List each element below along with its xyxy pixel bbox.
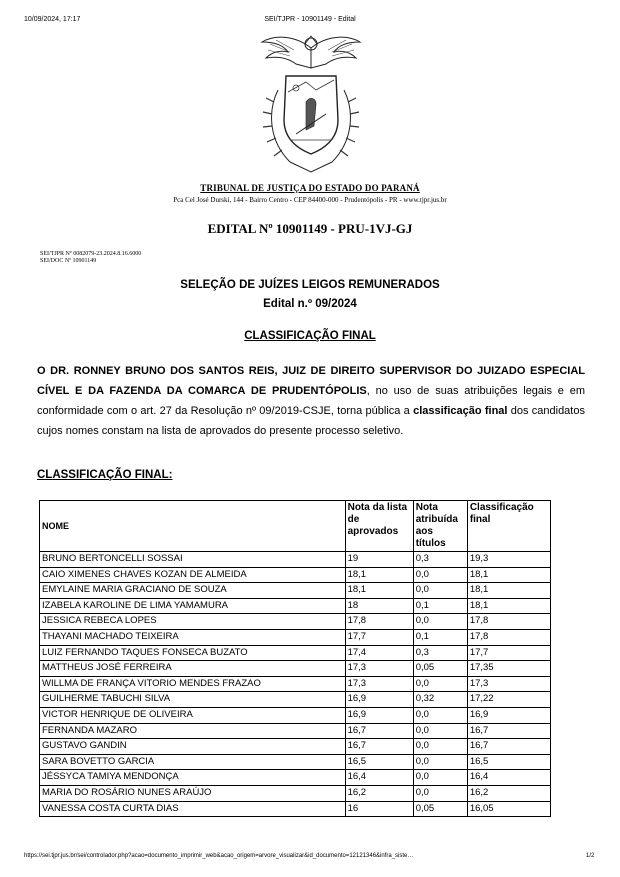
print-page-title: SEI/TJPR - 10901149 - Edital bbox=[264, 16, 356, 23]
para-emphasis: classificação final bbox=[413, 405, 508, 417]
cell-list-score: 16,2 bbox=[345, 785, 413, 801]
cell-name: CAIO XIMENES CHAVES KOZAN DE ALMEIDA bbox=[40, 567, 346, 583]
table-row bbox=[40, 801, 551, 817]
cell-name: MATTHEUS JOSÉ FERREIRA bbox=[40, 661, 346, 677]
table-row bbox=[40, 770, 551, 786]
cell-list-score: 17,8 bbox=[345, 614, 413, 630]
cell-final-score: 17,3 bbox=[467, 676, 550, 692]
table-row bbox=[40, 707, 551, 723]
table-row bbox=[40, 692, 551, 708]
cell-title-score: 0,0 bbox=[413, 754, 467, 770]
cell-title-score: 0,0 bbox=[413, 614, 467, 630]
cell-list-score: 17,4 bbox=[345, 645, 413, 661]
classification-heading-text: CLASSIFICAÇÃO FINAL bbox=[244, 330, 376, 342]
cell-list-score: 17,7 bbox=[345, 629, 413, 645]
cell-title-score: 0,05 bbox=[413, 661, 467, 677]
cell-name: MARIA DO ROSÁRIO NUNES ARAÚJO bbox=[40, 785, 346, 801]
cell-name: LUIZ FERNANDO TAQUES FONSECA BUZATO bbox=[40, 645, 346, 661]
sei-reference bbox=[40, 251, 141, 265]
cell-title-score: 0,0 bbox=[413, 676, 467, 692]
cell-list-score: 18 bbox=[345, 598, 413, 614]
classification-heading bbox=[0, 330, 620, 342]
sei-doc-number: SEI/DOC Nº 10901149 bbox=[40, 258, 97, 264]
table-row bbox=[40, 598, 551, 614]
cell-name: IZABELA KAROLINE DE LIMA YAMAMURA bbox=[40, 598, 346, 614]
cell-final-score: 16,7 bbox=[467, 723, 550, 739]
footer-page-number: 1/2 bbox=[586, 853, 595, 859]
cell-final-score: 18,1 bbox=[467, 567, 550, 583]
cell-final-score: 19,3 bbox=[467, 552, 550, 568]
court-address: Pca Cel José Durski, 144 - Bairro Centro - CEP 84400-000 - Prudentópolis - PR - www.tjpr.jus.br bbox=[173, 196, 447, 204]
court-name: TRIBUNAL DE JUSTIÇA DO ESTADO DO PARANÁ bbox=[200, 183, 420, 193]
selection-title: SELEÇÃO DE JUÍZES LEIGOS REMUNERADOS bbox=[180, 279, 440, 291]
cell-list-score: 16,5 bbox=[345, 754, 413, 770]
cell-list-score: 16,7 bbox=[345, 739, 413, 755]
cell-title-score: 0,05 bbox=[413, 801, 467, 817]
cell-title-score: 0,0 bbox=[413, 707, 467, 723]
cell-name: THAYANI MACHADO TEIXEIRA bbox=[40, 629, 346, 645]
print-datetime: 10/09/2024, 17:17 bbox=[24, 16, 81, 23]
edital-number: Edital n.º 09/2024 bbox=[263, 298, 357, 310]
judge-statement: O DR. RONNEY BRUNO DOS SANTOS REIS, JUIZ DE DIREITO SUPERVISOR DO JUIZADO ESPECIAL CÍVEL E DA FAZENDA DA COMARCA DE PRUDENTÓPOLIS bbox=[37, 365, 585, 397]
para-end: dos candidatos cujos nomes constam na lista de aprovados do presente processo seletivo. bbox=[37, 405, 585, 437]
cell-final-score: 17,8 bbox=[467, 629, 550, 645]
cell-final-score: 17,8 bbox=[467, 614, 550, 630]
header-name: NOME bbox=[40, 501, 346, 552]
table-row bbox=[40, 645, 551, 661]
cell-name: GUILHERME TABUCHI SILVA bbox=[40, 692, 346, 708]
sei-process-number: SEI/TJPR Nº 0082079-23.2024.8.16.6000 bbox=[40, 251, 142, 257]
table-row bbox=[40, 739, 551, 755]
cell-final-score: 16,7 bbox=[467, 739, 550, 755]
cell-title-score: 0,0 bbox=[413, 723, 467, 739]
cell-title-score: 0,0 bbox=[413, 567, 467, 583]
cell-name: JESSICA REBECA LOPES bbox=[40, 614, 346, 630]
cell-list-score: 16,7 bbox=[345, 723, 413, 739]
cell-final-score: 17,35 bbox=[467, 661, 550, 677]
edital-title: EDITAL Nº 10901149 - PRU-1VJ-GJ bbox=[207, 221, 413, 236]
header-title-score: Nota atribuída aos títulos bbox=[413, 501, 467, 552]
cell-final-score: 17,7 bbox=[467, 645, 550, 661]
table-row bbox=[40, 567, 551, 583]
cell-title-score: 0,0 bbox=[413, 739, 467, 755]
cell-final-score: 16,05 bbox=[467, 801, 550, 817]
para-middle: , no uso de suas atribuições legais e em conformidade com o art. 27 da Resolução nº 09/2019-CSJE, torna pública a bbox=[37, 385, 585, 417]
table-row bbox=[40, 552, 551, 568]
cell-name: VANESSA COSTA CURTA DIAS bbox=[40, 801, 346, 817]
header-list-score: Nota da lista de aprovados bbox=[345, 501, 413, 552]
cell-list-score: 19 bbox=[345, 552, 413, 568]
table-row bbox=[40, 676, 551, 692]
cell-list-score: 16,9 bbox=[345, 707, 413, 723]
cell-title-score: 0,32 bbox=[413, 692, 467, 708]
cell-final-score: 16,5 bbox=[467, 754, 550, 770]
table-row bbox=[40, 583, 551, 599]
cell-final-score: 18,1 bbox=[467, 598, 550, 614]
cell-list-score: 16,4 bbox=[345, 770, 413, 786]
table-row bbox=[40, 629, 551, 645]
table-row bbox=[40, 754, 551, 770]
classification-table bbox=[39, 500, 551, 817]
cell-title-score: 0,1 bbox=[413, 598, 467, 614]
table-row bbox=[40, 785, 551, 801]
cell-name: BRUNO BERTONCELLI SOSSAI bbox=[40, 552, 346, 568]
cell-list-score: 18,1 bbox=[345, 567, 413, 583]
cell-final-score: 16,2 bbox=[467, 785, 550, 801]
header-final-score: Classificação final bbox=[467, 501, 550, 552]
intro-paragraph bbox=[37, 361, 585, 441]
cell-final-score: 16,9 bbox=[467, 707, 550, 723]
table-header-row bbox=[40, 501, 551, 552]
cell-final-score: 16,4 bbox=[467, 770, 550, 786]
cell-name: WILLMA DE FRANÇA VITORIO MENDES FRAZAO bbox=[40, 676, 346, 692]
cell-list-score: 16 bbox=[345, 801, 413, 817]
cell-name: FERNANDA MAZARO bbox=[40, 723, 346, 739]
cell-title-score: 0,0 bbox=[413, 785, 467, 801]
cell-name: JÉSSYCA TAMIYA MENDONÇA bbox=[40, 770, 346, 786]
table-body bbox=[40, 552, 551, 817]
cell-title-score: 0,3 bbox=[413, 645, 467, 661]
table-row bbox=[40, 661, 551, 677]
cell-list-score: 16,9 bbox=[345, 692, 413, 708]
cell-list-score: 17,3 bbox=[345, 661, 413, 677]
cell-final-score: 17,22 bbox=[467, 692, 550, 708]
cell-final-score: 18,1 bbox=[467, 583, 550, 599]
parana-coat-of-arms-icon bbox=[256, 30, 366, 180]
cell-title-score: 0,0 bbox=[413, 770, 467, 786]
cell-title-score: 0,0 bbox=[413, 583, 467, 599]
cell-title-score: 0,1 bbox=[413, 629, 467, 645]
cell-title-score: 0,3 bbox=[413, 552, 467, 568]
cell-name: SARA BOVETTO GARCIA bbox=[40, 754, 346, 770]
table-row bbox=[40, 614, 551, 630]
cell-name: VICTOR HENRIQUE DE OLIVEIRA bbox=[40, 707, 346, 723]
footer-url: https://sei.tjpr.jus.br/sei/controlador.php?acao=documento_imprimir_web&acao_origem=arvore_visualizar&id_documento=12121346&infra_siste… bbox=[24, 853, 414, 859]
table-row bbox=[40, 723, 551, 739]
cell-list-score: 17,3 bbox=[345, 676, 413, 692]
cell-list-score: 18,1 bbox=[345, 583, 413, 599]
table-subheading: CLASSIFICAÇÃO FINAL: bbox=[37, 469, 173, 481]
cell-name: EMYLAINE MARIA GRACIANO DE SOUZA bbox=[40, 583, 346, 599]
cell-name: GUSTAVO GANDIN bbox=[40, 739, 346, 755]
